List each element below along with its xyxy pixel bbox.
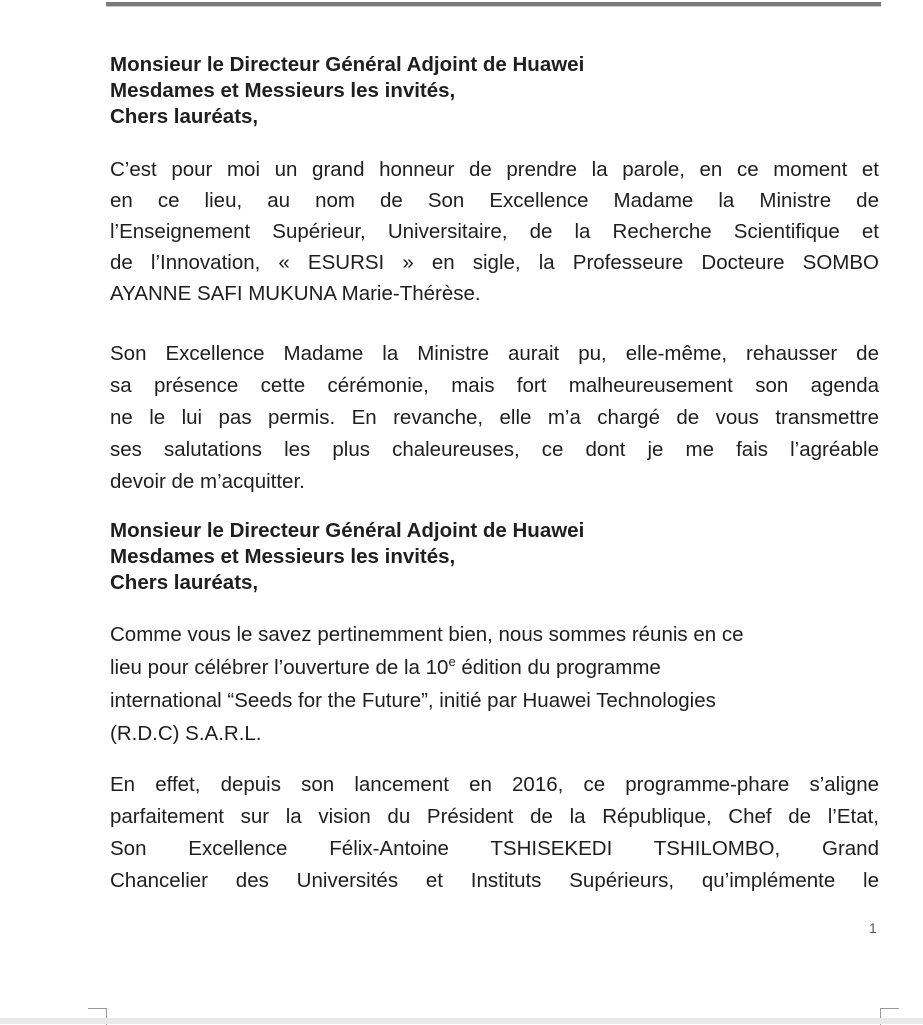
paragraph-line: (R.D.C) S.A.R.L. [110,722,262,745]
paragraph-line: en ce lieu, au nom de Son Excellence Madame la Ministre de [110,189,879,212]
paragraph-line: Son Excellence Félix-Antoine TSHISEKEDI TSHILOMBO, Grand [110,837,879,860]
text-segment: édition du programme [455,656,661,679]
paragraph-line: En effet, depuis son lancement en 2016, ce programme-phare s’aligne [110,773,879,796]
salutation-line: Monsieur le Directeur Général Adjoint de Huawei [110,53,585,76]
salutation-line: Mesdames et Messieurs les invités, [110,79,456,102]
text-segment: lieu pour célébrer l’ouverture de la 10 [110,656,449,679]
salutation-block-1 [110,52,584,130]
paragraph-line [110,651,879,684]
paragraph-line: devoir de m’acquitter. [110,470,305,493]
paragraph-line: AYANNE SAFI MUKUNA Marie-Thérèse. [110,282,481,305]
paragraph-line: ne le lui pas permis. En revanche, elle m’a chargé de vous transmettre [110,406,879,429]
paragraph-3 [110,618,879,750]
paragraph-4 [110,769,879,897]
paragraph-line: ses salutations les plus chaleureuses, ce dont je me fais l’agréable [110,438,879,461]
paragraph-line: Comme vous le savez pertinemment bien, nous sommes réunis en ce [110,623,744,646]
paragraph-line: sa présence cette cérémonie, mais fort malheureusement son agenda [110,374,879,397]
salutation-line: Monsieur le Directeur Général Adjoint de Huawei [110,519,585,542]
salutation-line: Mesdames et Messieurs les invités, [110,545,456,568]
page-bottom-edge [0,1018,923,1024]
salutation-block-2 [110,518,584,596]
paragraph-line: international “Seeds for the Future”, initié par Huawei Technologies [110,689,716,712]
paragraph-2 [110,338,879,498]
paragraph-1 [110,154,879,309]
salutation-line: Chers lauréats, [110,571,259,594]
paragraph-line: l’Enseignement Supérieur, Universitaire, de la Recherche Scientifique et [110,220,879,243]
paragraph-line: Chancelier des Universités et Instituts Supérieurs, qu’implémente le [110,869,879,892]
page-number: 1 [869,920,877,936]
paragraph-line: C’est pour moi un grand honneur de prendre la parole, en ce moment et [110,158,879,181]
superscript: e [448,654,456,669]
paragraph-line: de l’Innovation, « ESURSI » en sigle, la Professeure Docteure SOMBO [110,251,879,274]
top-divider-shadow [106,6,881,7]
paragraph-line: parfaitement sur la vision du Président de la République, Chef de l’Etat, [110,805,879,828]
salutation-line: Chers lauréats, [110,105,259,128]
paragraph-line: Son Excellence Madame la Ministre aurait pu, elle-même, rehausser de [110,342,879,365]
